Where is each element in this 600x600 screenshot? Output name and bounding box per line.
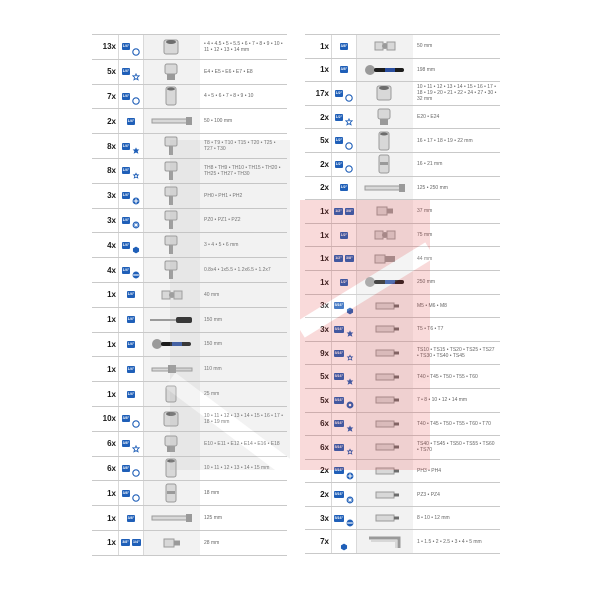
quantity-label: 13x: [102, 42, 116, 52]
drive-size-badge: 5/16": [334, 326, 344, 331]
hex-bit-icon: [346, 302, 354, 310]
spec-row: [92, 109, 287, 134]
drive-size-badge: 3/8": [346, 208, 353, 213]
quantity-label: 3x: [107, 191, 116, 201]
hex-socket-icon: [132, 464, 140, 472]
pozidriv-icon: [132, 216, 140, 224]
spec-row: [305, 177, 500, 201]
size-description: 8 • 10 • 12 mm: [417, 515, 450, 522]
drive-size-badge: 5/16": [334, 492, 344, 497]
hex-keys-image-icon: [357, 530, 413, 553]
size-description: TH8 • TH9 • TH10 • TH15 • TH20 • TH25 • TH27 • TH30: [204, 164, 281, 177]
e-socket-image-icon: [357, 106, 413, 129]
quantity-label: 1x: [107, 315, 116, 325]
spec-row: [305, 271, 500, 295]
size-description: 10 • 11 • 12 • 13 • 14 • 15 • 16 • 17 • 18 • 19 mm: [204, 412, 283, 425]
spec-row: [92, 382, 287, 407]
drive-size-badge: 1/4": [133, 540, 140, 545]
size-description: • 4 • 4.5 • 5 • 5.5 • 6 • 7 • 8 • 9 • 10 • 11 • 12 • 13 • 14 mm: [204, 40, 283, 53]
quantity-label: 7x: [107, 91, 116, 101]
bit-image-icon: [357, 413, 413, 436]
spark-plug-socket-image-icon: [357, 153, 413, 176]
torx-bit-icon: [346, 420, 354, 428]
size-description: T8 • T9 • T10 • T15 • T20 • T25 • T27 • T30: [204, 140, 276, 153]
drive-size-badge: 1/2": [340, 232, 348, 237]
spec-row: [305, 106, 500, 130]
spec-row: [92, 283, 287, 308]
drive-profile-icons: [331, 177, 357, 200]
torx-socket-icon: [132, 440, 140, 448]
right-column: [305, 34, 500, 554]
spec-row: [305, 460, 500, 484]
size-description: 44 mm: [417, 255, 433, 262]
quantity-label: 1x: [320, 277, 329, 287]
spec-row: [92, 233, 287, 258]
drive-size-badge: 1/4": [127, 317, 135, 322]
drive-profile-icons: [118, 481, 144, 505]
drive-size-badge: 5/16": [334, 303, 344, 308]
bit-image-icon: [357, 365, 413, 388]
quantity-label: 7x: [320, 537, 329, 547]
drive-size-badge: 3/8": [122, 490, 130, 495]
spec-row: [92, 85, 287, 110]
universal-joint-image-icon: [144, 283, 200, 307]
size-description: 16 • 21 mm: [417, 161, 443, 168]
drive-size-badge: 5/16": [334, 444, 344, 449]
spec-row: [305, 295, 500, 319]
torx-tamper-icon: [346, 349, 354, 357]
drive-profile-icons: [118, 308, 144, 332]
drive-size-badge: 1/2": [335, 208, 342, 213]
bit-image-icon: [357, 318, 413, 341]
size-description: 0.8x4 • 1x5.5 • 1.2x6.5 • 1.2x7: [204, 267, 271, 274]
deep-socket-image-icon: [144, 457, 200, 481]
quantity-label: 1x: [107, 364, 116, 374]
quantity-label: 2x: [320, 490, 329, 500]
drive-profile-icons: [331, 106, 357, 129]
adapter-image-icon: [357, 200, 413, 223]
drive-profile-icons: [118, 184, 144, 208]
quantity-label: 1x: [320, 41, 329, 51]
left-column: [92, 34, 287, 556]
quantity-label: 4x: [107, 265, 116, 275]
size-description: 3 • 4 • 5 • 6 mm: [204, 242, 239, 249]
drive-size-badge: 1/2": [335, 138, 343, 143]
drive-profile-icons: [331, 59, 357, 82]
drive-size-badge: 3/8": [122, 441, 130, 446]
deep-socket-image-icon: [144, 85, 200, 109]
drive-profile-icons: [118, 258, 144, 282]
spec-row: [305, 129, 500, 153]
drive-size-badge: 1/4": [122, 44, 130, 49]
quantity-label: 3x: [320, 324, 329, 334]
hex-socket-icon: [345, 137, 353, 145]
drive-size-badge: 1/4": [127, 391, 135, 396]
drive-size-badge: 1/4": [127, 292, 135, 297]
slotted-icon: [132, 266, 140, 274]
size-description: TS40 • TS45 • TS50 • TS55 • TS60 • TS70: [417, 441, 495, 454]
drive-profile-icons: [118, 85, 144, 109]
spec-row: [92, 134, 287, 159]
torx-bit-icon: [346, 325, 354, 333]
drive-size-badge: 5/16": [334, 421, 344, 426]
spec-row: [305, 365, 500, 389]
size-description: 1 • 1.5 • 2 • 2.5 • 3 • 4 • 5 mm: [417, 538, 482, 545]
hex-socket-icon: [345, 160, 353, 168]
spec-row: [305, 59, 500, 83]
drive-profile-icons: [118, 457, 144, 481]
quantity-label: 1x: [107, 513, 116, 523]
spec-row: [305, 318, 500, 342]
size-description: T5 • T6 • T7: [417, 326, 444, 333]
quantity-label: 6x: [320, 442, 329, 452]
drive-profile-icons: [118, 382, 144, 406]
spec-row: [305, 200, 500, 224]
drive-size-badge: 1/4": [122, 69, 130, 74]
drive-size-badge: 1/2": [335, 256, 342, 261]
size-description: PH3 • PH4: [417, 467, 441, 474]
drive-profile-icons: [331, 153, 357, 176]
drive-profile-icons: [118, 159, 144, 183]
size-description: M5 • M6 • M8: [417, 302, 447, 309]
spec-row: [92, 60, 287, 85]
drive-profile-icons: [331, 483, 357, 506]
size-description: 75 mm: [417, 232, 433, 239]
drive-profile-icons: [331, 200, 357, 223]
size-description: 37 mm: [417, 208, 433, 215]
quantity-label: 10x: [102, 414, 116, 424]
hex-socket-icon: [132, 43, 140, 51]
size-description: PZ3 • PZ4: [417, 491, 440, 498]
drive-profile-icons: [331, 35, 357, 58]
drive-profile-icons: [331, 318, 357, 341]
quantity-label: 1x: [320, 65, 329, 75]
drive-profile-icons: [118, 60, 144, 84]
spec-row: [305, 436, 500, 460]
quantity-label: 2x: [320, 183, 329, 193]
ratchet-image-icon: [357, 271, 413, 294]
quantity-label: 6x: [320, 419, 329, 429]
size-description: 150 mm: [204, 341, 223, 348]
size-description: 150 mm: [204, 316, 223, 323]
drive-size-badge: 1/4": [122, 143, 130, 148]
spec-row: [305, 507, 500, 531]
quantity-label: 6x: [107, 439, 116, 449]
spec-row: [92, 357, 287, 382]
e-socket-image-icon: [144, 60, 200, 84]
drive-profile-icons: [331, 82, 357, 105]
hex-socket-icon: [132, 489, 140, 497]
drive-size-badge: 5/16": [334, 515, 344, 520]
drive-profile-icons: [331, 530, 357, 553]
drive-size-badge: 3/8": [122, 465, 130, 470]
drive-profile-icons: [331, 413, 357, 436]
bit-socket-image-icon: [144, 134, 200, 158]
drive-size-badge: 5/16": [334, 350, 344, 355]
slotted-icon: [346, 514, 354, 522]
spec-row: [92, 531, 287, 556]
size-description: PH0 • PH1 • PH2: [204, 192, 243, 199]
bit-image-icon: [357, 460, 413, 483]
quantity-label: 1x: [107, 538, 116, 548]
spec-row: [305, 389, 500, 413]
size-description: 18 mm: [204, 490, 220, 497]
spec-row: [92, 506, 287, 531]
size-description: 28 mm: [204, 539, 220, 546]
spec-row: [92, 481, 287, 506]
spec-row: [305, 82, 500, 106]
drive-profile-icons: [331, 129, 357, 152]
size-description: 40 mm: [204, 291, 220, 298]
drive-size-badge: 1/4": [122, 242, 130, 247]
drive-profile-icons: [331, 247, 357, 270]
spec-row: [305, 483, 500, 507]
quantity-label: 1x: [107, 339, 116, 349]
quantity-label: 3x: [320, 301, 329, 311]
drive-profile-icons: [118, 283, 144, 307]
torx-bit-icon: [346, 373, 354, 381]
size-description: 4 • 5 • 6 • 7 • 8 • 9 • 10: [204, 93, 254, 100]
drive-profile-icons: [118, 506, 144, 530]
drive-profile-icons: [331, 389, 357, 412]
torx-bit-icon: [132, 142, 140, 150]
torx-socket-icon: [132, 68, 140, 76]
size-description: 125 mm: [204, 515, 223, 522]
socket-image-icon: [144, 407, 200, 431]
e-socket-image-icon: [144, 432, 200, 456]
phillips-icon: [346, 467, 354, 475]
spec-row: [305, 224, 500, 248]
hex-socket-icon: [345, 89, 353, 97]
quantity-label: 1x: [320, 254, 329, 264]
drive-size-badge: 1/2": [335, 90, 343, 95]
quantity-label: 2x: [320, 159, 329, 169]
drive-size-badge: 3/8": [346, 256, 353, 261]
quantity-label: 9x: [320, 348, 329, 358]
spinner-image-icon: [144, 308, 200, 332]
drive-profile-icons: [331, 507, 357, 530]
size-description: T40 • T45 • T50 • T55 • T60: [417, 373, 478, 380]
spec-row: [92, 432, 287, 457]
drive-size-badge: 5/16": [334, 397, 344, 402]
pozidriv-icon: [346, 491, 354, 499]
drive-profile-icons: [118, 233, 144, 257]
drive-profile-icons: [331, 224, 357, 247]
drive-profile-icons: [331, 436, 357, 459]
universal-joint-image-icon: [357, 224, 413, 247]
drive-profile-icons: [118, 333, 144, 357]
bit-image-icon: [357, 436, 413, 459]
quantity-label: 1x: [107, 488, 116, 498]
spec-row: [92, 258, 287, 283]
size-description: 50 mm: [417, 43, 433, 50]
drive-profile-icons: [331, 460, 357, 483]
hex-key-icon: [340, 538, 348, 546]
drive-profile-icons: [118, 407, 144, 431]
bit-adapter-image-icon: [144, 382, 200, 406]
drive-size-badge: 1/4": [127, 366, 135, 371]
quantity-label: 2x: [320, 466, 329, 476]
drive-size-badge: 1/4": [122, 93, 130, 98]
quantity-label: 8x: [107, 166, 116, 176]
hex-socket-icon: [132, 92, 140, 100]
drive-size-badge: 1/2": [335, 161, 343, 166]
drive-profile-icons: [331, 342, 357, 365]
universal-joint-image-icon: [357, 35, 413, 58]
drive-profile-icons: [118, 432, 144, 456]
size-description: 16 • 17 • 18 • 19 • 22 mm: [417, 137, 473, 144]
drive-size-badge: 3/8": [122, 540, 129, 545]
spec-row: [92, 184, 287, 209]
hex-bit-icon: [132, 241, 140, 249]
drive-profile-icons: [118, 109, 144, 133]
bit-image-icon: [357, 295, 413, 318]
drive-size-badge: 1/4": [122, 193, 130, 198]
drive-size-badge: 1/4": [127, 118, 135, 123]
size-description: 110 mm: [204, 366, 222, 373]
drive-size-badge: 5/16": [334, 374, 344, 379]
drive-size-badge: 3/8": [340, 43, 348, 48]
size-description: T40 • T45 • T50 • T55 • T60 • T70: [417, 420, 491, 427]
quantity-label: 17x: [315, 88, 329, 98]
extension-image-icon: [144, 109, 200, 133]
drive-size-badge: 5/16": [334, 468, 344, 473]
bit-socket-image-icon: [144, 258, 200, 282]
drive-size-badge: 3/8": [122, 416, 130, 421]
quantity-label: 1x: [320, 206, 329, 216]
quantity-label: 5x: [320, 395, 329, 405]
drive-size-badge: 3/8": [340, 67, 348, 72]
size-description: PZ0 • PZ1 • PZ2: [204, 217, 241, 224]
drive-size-badge: 1/2": [335, 114, 343, 119]
quantity-label: 5x: [320, 372, 329, 382]
torx-socket-icon: [345, 113, 353, 121]
size-description: 10 • 11 • 12 • 13 • 14 • 15 • 16 • 17 • 18 • 19 • 20 • 21 • 22 • 24 • 27 • 30 • 32 mm: [417, 84, 497, 103]
spec-row: [305, 247, 500, 271]
size-description: 10 • 11 • 12 • 13 • 14 • 15 mm: [204, 465, 270, 472]
size-description: 250 mm: [417, 279, 436, 286]
bit-holder-image-icon: [357, 247, 413, 270]
bit-socket-image-icon: [144, 159, 200, 183]
bit-image-icon: [357, 389, 413, 412]
bit-image-icon: [357, 483, 413, 506]
spec-row: [305, 342, 500, 366]
ratchet-image-icon: [357, 59, 413, 82]
extension-image-icon: [144, 506, 200, 530]
spec-row: [305, 530, 500, 554]
spec-row: [305, 153, 500, 177]
spec-row: [92, 209, 287, 234]
spec-row: [305, 35, 500, 59]
drive-size-badge: 3/8": [127, 515, 135, 520]
size-description: E4 • E5 • E6 • E7 • E8: [204, 68, 253, 75]
spec-row: [92, 407, 287, 432]
drive-profile-icons: [118, 134, 144, 158]
size-description: E10 • E11 • E12 • E14 • E16 • E18: [204, 440, 280, 447]
drive-profile-icons: [331, 295, 357, 318]
quantity-label: 3x: [107, 215, 116, 225]
drive-profile-icons: [118, 531, 144, 555]
size-description: 25 mm: [204, 391, 220, 398]
bit-image-icon: [357, 342, 413, 365]
size-description: 7 • 8 • 10 • 12 • 14 mm: [417, 397, 468, 404]
quantity-label: 2x: [107, 116, 116, 126]
quantity-label: 3x: [320, 513, 329, 523]
torx-tamper-icon: [346, 443, 354, 451]
bit-socket-image-icon: [144, 233, 200, 257]
quantity-label: 6x: [107, 463, 116, 473]
phillips-icon: [132, 192, 140, 200]
spec-row: [92, 308, 287, 333]
drive-profile-icons: [118, 35, 144, 59]
quantity-label: 8x: [107, 141, 116, 151]
spec-row: [305, 413, 500, 437]
quantity-label: 1x: [107, 389, 116, 399]
drive-size-badge: 1/2": [340, 279, 348, 284]
extension-image-icon: [357, 177, 413, 200]
bit-socket-image-icon: [144, 209, 200, 233]
bit-socket-image-icon: [144, 184, 200, 208]
spec-row: [92, 35, 287, 60]
drive-profile-icons: [331, 271, 357, 294]
quantity-label: 2x: [320, 112, 329, 122]
spec-row: [92, 159, 287, 184]
quantity-label: 1x: [107, 290, 116, 300]
quantity-label: 4x: [107, 240, 116, 250]
ratchet-image-icon: [144, 333, 200, 357]
socket-image-icon: [357, 82, 413, 105]
size-description: 50 • 100 mm: [204, 118, 233, 125]
quantity-label: 5x: [107, 67, 116, 77]
size-description: 125 • 250 mm: [417, 184, 448, 191]
deep-socket-image-icon: [357, 129, 413, 152]
size-description: 198 mm: [417, 66, 436, 73]
drive-size-badge: 1/4": [122, 168, 130, 173]
drive-size-badge: 1/4": [122, 267, 130, 272]
socket-image-icon: [144, 35, 200, 59]
drive-size-badge: 1/2": [340, 185, 348, 190]
t-bar-image-icon: [144, 357, 200, 381]
drive-profile-icons: [118, 357, 144, 381]
spark-plug-socket-image-icon: [144, 481, 200, 505]
spec-row: [92, 457, 287, 482]
spec-row: [92, 333, 287, 358]
hex-socket-icon: [132, 415, 140, 423]
spline-icon: [346, 396, 354, 404]
adapter-image-icon: [144, 531, 200, 555]
quantity-label: 5x: [320, 136, 329, 146]
drive-size-badge: 1/4": [127, 341, 135, 346]
size-description: E20 • E24: [417, 114, 440, 121]
quantity-label: 1x: [320, 230, 329, 240]
torx-tamper-icon: [132, 167, 140, 175]
drive-size-badge: 1/4": [122, 217, 130, 222]
size-description: TS10 • TS15 • TS20 • TS25 • TS27 • TS30 • TS40 • TS45: [417, 347, 495, 360]
drive-profile-icons: [118, 209, 144, 233]
drive-profile-icons: [331, 365, 357, 388]
bit-image-icon: [357, 507, 413, 530]
